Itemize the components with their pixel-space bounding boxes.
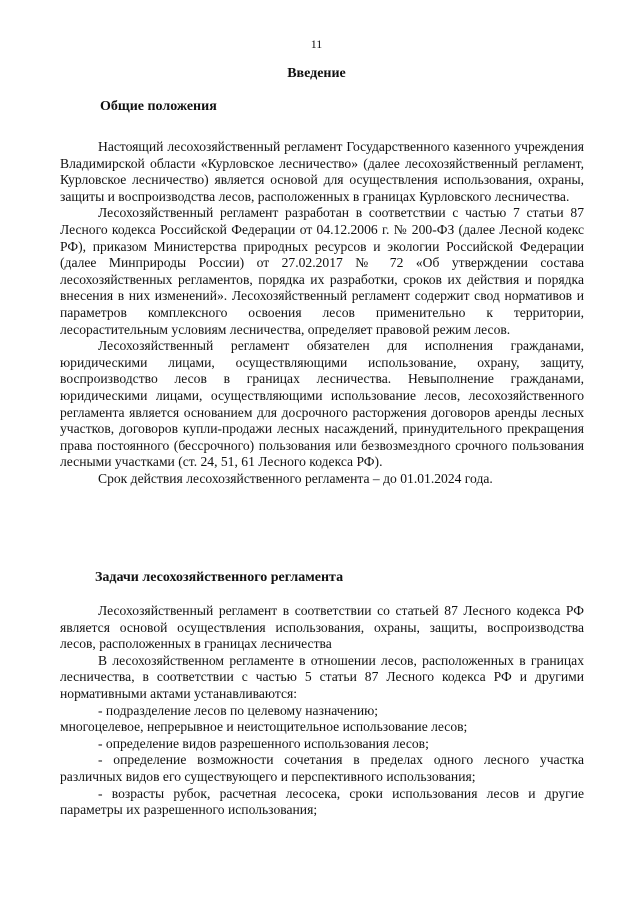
section-heading-general: Общие положения — [100, 99, 217, 114]
section-heading-tasks: Задачи лесохозяйственного регламента — [95, 570, 344, 585]
list-item: - определение видов разрешенного использования лесов; — [98, 735, 429, 751]
list-item: - подразделение лесов по целевому назначению; — [98, 702, 379, 718]
paragraph: Срок действия лесохозяйственного регламента – до 01.01.2024 года. — [98, 470, 493, 486]
paragraph: Лесохозяйственный регламент разработан в соответствии с частью 7 статьи 87 Лесного кодекса Российской Федерации от 04.12.2006 г. № 200-ФЗ (далее Лесной кодекс РФ), приказом Министерства природных ресурсов и экологии Российской Федерации (далее Минприроды России) от 27.02.2017 № 72 «Об утверждении состава лесохозяйственных регламентов, порядка их разработки, сроков их действия и порядка внесения в них изменений». Лесохозяйственный регламент содержит свод нормативов и параметров комплексного освоения лесов применительно к территории, лесорастительным условиям лесничества, определяет правовой режим лесов. — [60, 205, 584, 337]
paragraph: В лесохозяйственном регламенте в отношении лесов, расположенных в границах лесничества, в соответствии с частью 5 статьи 87 Лесного кодекса РФ и другими нормативными актами устанавливаются: — [60, 652, 584, 701]
page-number: 11 — [310, 37, 323, 51]
paragraph: Лесохозяйственный регламент обязателен для исполнения гражданами, юридическими лицами, осуществляющими использование, охрану, защиту, воспроизводство лесов в границах лесничества. Невыполнение гражданами, юридическими лицами, осуществляющими использование лесов, лесохозяйственного регламента является основанием для досрочного расторжения договоров аренды лесных участков, договоров купли-продажи лесных насаждений, принудительного прекращения права постоянного (бессрочного) пользования или безвозмездного срочного пользования лесными участками (ст. 24, 51, 61 Лесного кодекса РФ). — [60, 338, 584, 470]
paragraph: Настоящий лесохозяйственный регламент Государственного казенного учреждения Владимирской области «Курловское лесничество» (далее лесохозяйственный регламент, Курловское лесничество) является основой для осуществления использования, охраны, защиты и воспроизводства лесов, расположенных в границах Курловского лесничества. — [60, 139, 584, 204]
document-title: Введение — [287, 66, 346, 81]
list-item: многоцелевое, непрерывное и неистощительное использование лесов; — [60, 719, 468, 735]
section-body-general — [60, 139, 584, 487]
list-item: - возрасты рубок, расчетная лесосека, сроки использования лесов и другие параметры их разрешенного использования; — [60, 785, 584, 818]
section-body-tasks — [60, 603, 584, 819]
list-item: - определение возможности сочетания в пределах одного лесного участка различных видов его существующего и перспективного использования; — [60, 752, 584, 784]
paragraph: Лесохозяйственный регламент в соответствии со статьей 87 Лесного кодекса РФ является основой осуществления использования, охраны, защиты, воспроизводства лесов, расположенных в границах лесничества — [60, 603, 584, 652]
